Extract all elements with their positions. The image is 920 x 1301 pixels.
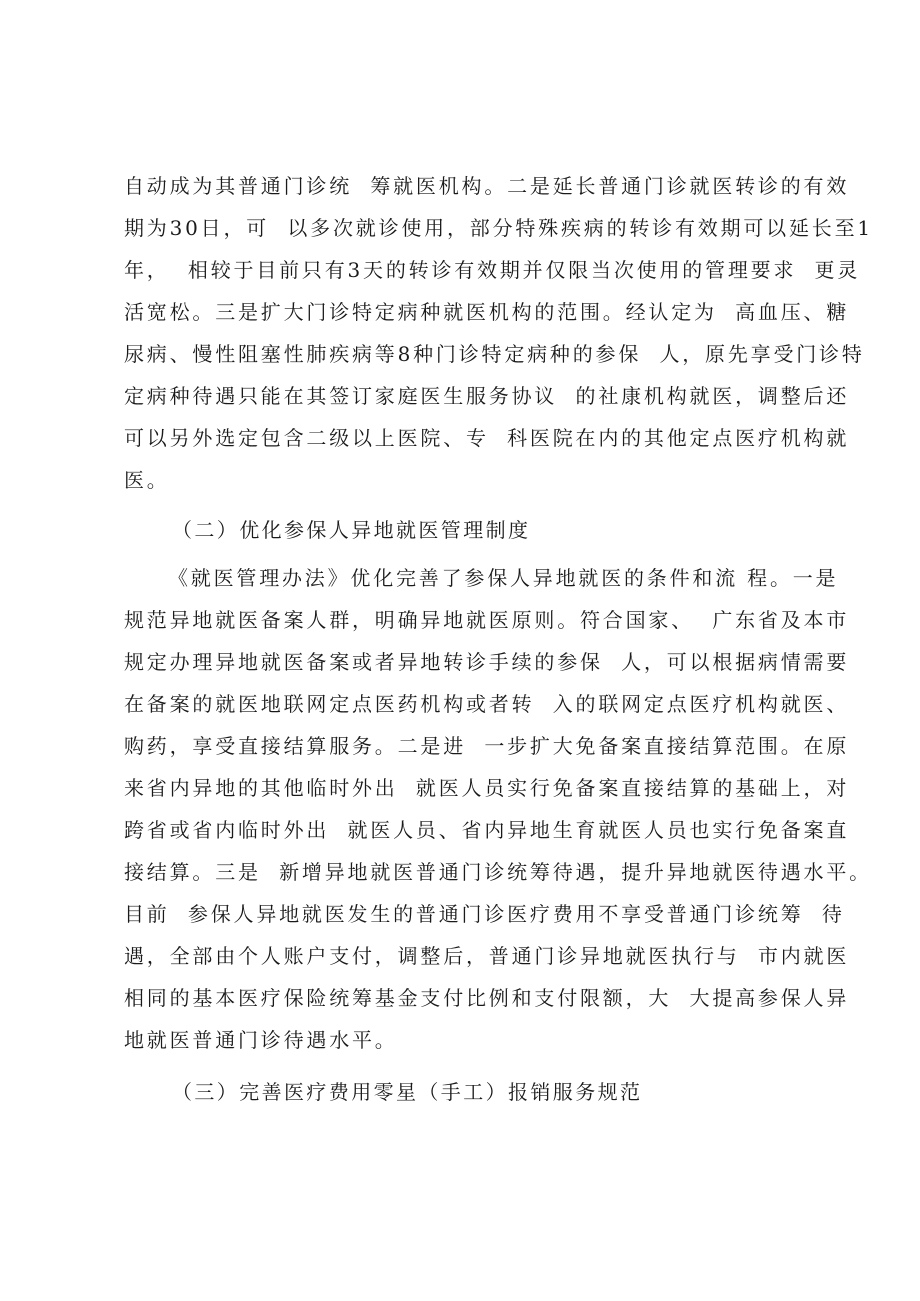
paragraph-2-line-2: 规范异地就医备案人群，明确异地就医原则。符合国家、 广东省及本市 <box>124 608 850 632</box>
paragraph-2-line-3: 规定办理异地就医备案或者异地转诊手续的参保 人，可以根据病情需要 <box>124 650 850 674</box>
paragraph-1-line-3: 年， 相较于目前只有3天的转诊有效期并仅限当次使用的管理要求 更灵 <box>124 258 861 282</box>
paragraph-1-line-7: 可以另外选定包含二级以上医院、专 科医院在内的其他定点医疗机构就 <box>124 426 850 450</box>
paragraph-2-line-5: 购药，享受直接结算服务。二是进 一步扩大免备案直接结算范围。在原 <box>124 734 850 758</box>
section-heading-2: （二）优化参保人异地就医管理制度 <box>172 518 531 542</box>
paragraph-1-line-4: 活宽松。三是扩大门诊特定病种就医机构的范围。经认定为 高血压、糖 <box>124 300 850 324</box>
paragraph-2-line-10: 遇，全部由个人账户支付，调整后，普通门诊异地就医执行与 市内就医 <box>124 944 850 968</box>
paragraph-2-line-7: 跨省或省内临时外出 就医人员、省内异地生育就医人员也实行免备案直 <box>124 818 850 842</box>
paragraph-1-line-1: 自动成为其普通门诊统 筹就医机构。二是延长普通门诊就医转诊的有效 <box>124 174 850 198</box>
paragraph-1-line-5: 尿病、慢性阻塞性肺疾病等8种门诊特定病种的参保 人，原先享受门诊特 <box>124 342 865 366</box>
paragraph-2-line-1: 《就医管理办法》优化完善了参保人异地就医的条件和流 程。一是 <box>168 566 839 590</box>
paragraph-2-line-9: 目前 参保人异地就医发生的普通门诊医疗费用不享受普通门诊统筹 待 <box>124 902 845 926</box>
paragraph-2-line-6: 来省内异地的其他临时外出 就医人员实行免备案直接结算的基础上，对 <box>124 776 850 800</box>
paragraph-1-line-6: 定病种待遇只能在其签订家庭医生服务协议 的社康机构就医，调整后还 <box>124 384 850 408</box>
paragraph-2-line-11: 相同的基本医疗保险统筹基金支付比例和支付限额，大 大提高参保人异 <box>124 986 850 1010</box>
paragraph-1-line-8: 医。 <box>124 468 170 492</box>
paragraph-2-line-8: 接结算。三是 新增异地就医普通门诊统筹待遇，提升异地就医待遇水平。 <box>124 860 872 884</box>
paragraph-2-line-12: 地就医普通门诊待遇水平。 <box>124 1028 398 1052</box>
paragraph-1-line-2: 期为30日，可 以多次就诊使用，部分特殊疾病的转诊有效期可以延长至1 <box>124 216 873 240</box>
paragraph-2-line-4: 在备案的就医地联网定点医药机构或者转 入的联网定点医疗机构就医、 <box>124 692 850 716</box>
section-heading-3: （三）完善医疗费用零星（手工）报销服务规范 <box>172 1080 643 1104</box>
